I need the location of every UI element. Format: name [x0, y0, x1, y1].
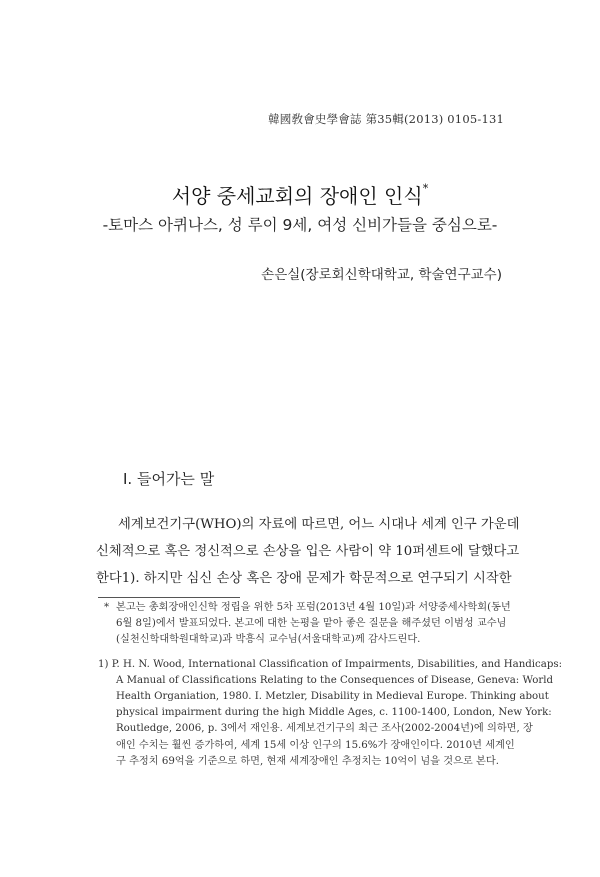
author-affiliation: 손은실(장로회신학대학교, 학술연구교수) — [261, 267, 502, 283]
footnote-line: 본고는 총회장애인신학 정립을 위한 5차 포럼(2013년 4월 10일)과 서양중세사학회(동년 — [116, 602, 511, 613]
footnote-line: 6월 8일)에서 발표되었다. 본고에 대한 논평을 맡아 좋은 질문을 해주셨던 이범성 교수님 — [116, 618, 507, 630]
footnote-mark: 1) — [98, 658, 109, 670]
article-title-text: 서양 중세교회의 장애인 인식 — [171, 184, 423, 208]
section-heading: Ⅰ. 들어가는 말 — [123, 470, 215, 488]
footnote-line — [98, 657, 563, 673]
footnote-star — [98, 600, 511, 649]
footnote-line: physical impairment during the high Middle Ages, c. 1100-1400, London, New York: — [116, 707, 552, 719]
footnote-line: A Manual of Classifications Relating to the Consequences of Disease, Geneva: World — [116, 674, 554, 686]
article-subtitle: -토마스 아퀴나스, 성 루이 9세, 여성 신비가들을 중심으로- — [102, 216, 498, 234]
footnote-divider — [98, 597, 240, 598]
footnote-line: Health Organiation, 1980. I. Metzler, Disability in Medieval Europe. Thinking about — [116, 690, 549, 702]
footnote-text: P. H. N. Wood, International Classification of Impairments, Disabilities, and Handicaps: — [111, 658, 563, 670]
body-line: 신체적으로 혹은 정신적으로 손상을 입은 사람이 약 10퍼센트에 달했다고 — [96, 544, 520, 559]
footnote-line: Routledge, 2006, p. 3에서 재인용. 세계보건기구의 최근 조사(2002-2004년)에 의하면, 장 — [116, 723, 533, 735]
title-footnote-mark[interactable]: * — [422, 182, 429, 196]
body-paragraph — [96, 511, 520, 592]
footnote-1 — [98, 657, 563, 770]
footnote-line: 애인 수치는 훨씬 증가하여, 세계 15세 이상 인구의 15.6%가 장애인이다. 2010년 세계인 — [116, 739, 515, 751]
body-line: 세계보건기구(WHO)의 자료에 따르면, 어느 시대나 세계 인구 가운데 — [118, 517, 520, 532]
footnote-line: 구 추정치 69억을 기준으로 하면, 현재 세계장애인 추정치는 10억이 넘을 것으로 본다. — [116, 755, 499, 767]
journal-header: 韓國敎會史學會誌 第35輯(2013) 0105-131 — [268, 112, 504, 126]
footnotes — [98, 600, 563, 770]
footnote-mark: * — [104, 602, 110, 613]
article-title — [0, 180, 600, 209]
footnote-line: (실천신학대학원대학교)과 박흥식 교수님(서울대학교)께 감사드린다. — [116, 634, 421, 646]
body-line: 한다1). 하지만 심신 손상 혹은 장애 문제가 학문적으로 연구되기 시작한 — [96, 571, 512, 586]
